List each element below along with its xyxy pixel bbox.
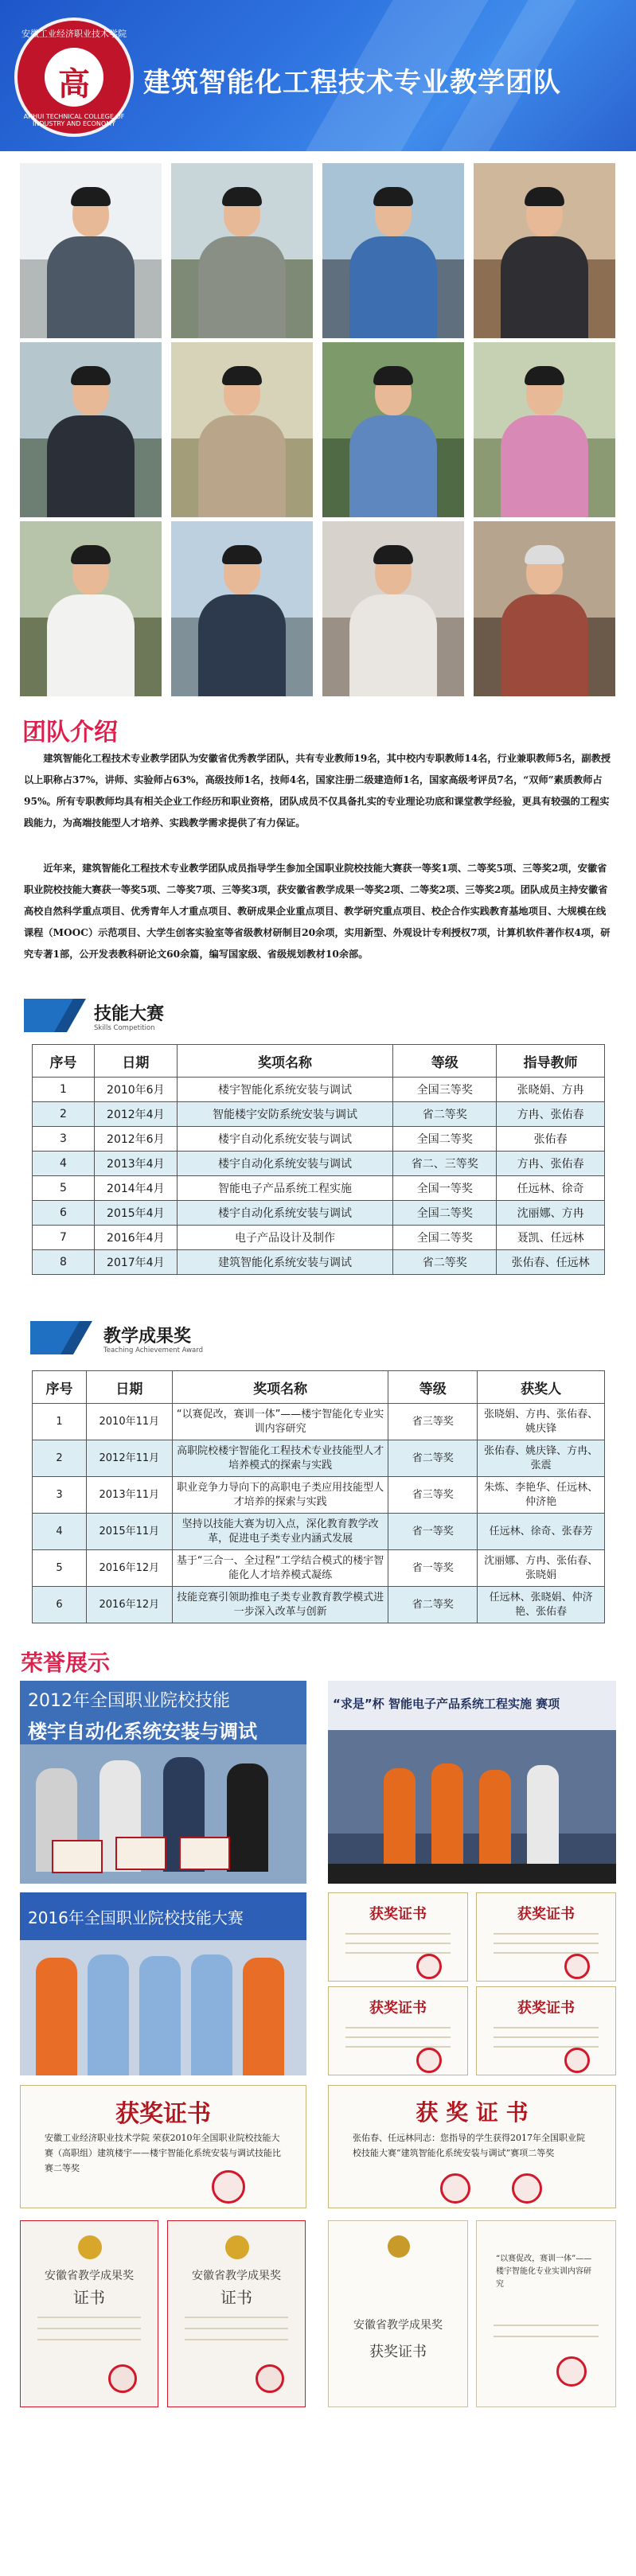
team-member-photo: [171, 163, 313, 338]
certificate-title: 获奖证书: [369, 1906, 427, 1923]
table-cell: 职业竞争力导向下的高职电子类应用技能型人才培养的探索与实践: [172, 1477, 388, 1514]
table-cell: 朱炼、李艳华、任远林、仲济艳: [478, 1477, 605, 1514]
logo-glyph: 高: [58, 66, 90, 103]
school-logo: [14, 18, 134, 137]
table-cell: 聂凯、任远林: [497, 1226, 605, 1250]
table-cell: 张晓娟、方冉: [497, 1078, 605, 1102]
team-member-photo: [171, 521, 313, 696]
table-header-row: [33, 1371, 605, 1404]
table-row: [33, 1587, 605, 1623]
table-row: [33, 1102, 605, 1127]
table-row: [33, 1514, 605, 1550]
table-cell: 全国三等奖: [393, 1078, 497, 1102]
certificate-title: 获奖证书: [369, 2000, 427, 2017]
logo-ring-text: 安徽工业经济职业技术学院: [21, 29, 127, 39]
award-photo-2012: [20, 1681, 306, 1884]
teaching-title: 教学成果奖: [103, 1327, 192, 1346]
table-cell: 任远林、张晓娟、仲济艳、张佑春: [478, 1587, 605, 1623]
table-cell: 7: [33, 1226, 95, 1250]
team-member-photo: [322, 163, 464, 338]
team-member-photo: [474, 163, 615, 338]
table-cell: 全国二等奖: [393, 1127, 497, 1152]
table-cell: 方冉、张佑春: [497, 1102, 605, 1127]
logo-bottom-text: ANHUI TECHNICAL COLLEGE OF INDUSTRY AND ECONOMY: [23, 113, 125, 127]
table-row: [33, 1477, 605, 1514]
table-header-row: [33, 1045, 605, 1078]
teaching-table: [32, 1370, 605, 1623]
event-banner-text: “求是”杯 智能电子产品系统工程实施 赛项: [333, 1697, 560, 1711]
table-cell: 1: [33, 1404, 87, 1440]
table-cell: 2012年11月: [86, 1440, 172, 1477]
table-cell: 智能电子产品系统工程实施: [177, 1176, 393, 1201]
table-row: [33, 1176, 605, 1201]
award-photo-2016: [20, 1892, 306, 2075]
column-header: 日期: [94, 1045, 177, 1078]
table-cell: 6: [33, 1201, 95, 1226]
table-cell: 全国二等奖: [393, 1226, 497, 1250]
table-cell: 2015年11月: [86, 1514, 172, 1550]
teaching-subtitle: Teaching Achievement Award: [103, 1346, 203, 1354]
certificate-small: [328, 1892, 468, 1982]
skills-title: 技能大赛: [94, 1004, 165, 1024]
table-row: [33, 1250, 605, 1275]
table-cell: 8: [33, 1250, 95, 1275]
table-row: [33, 1152, 605, 1176]
event-banner-text: 2012年全国职业院校技能: [28, 1691, 230, 1711]
table-cell: 楼宇自动化系统安装与调试: [177, 1201, 393, 1226]
team-member-photo: [20, 342, 162, 517]
table-cell: 张晓娟、方冉、张佑春、姚庆锋: [478, 1404, 605, 1440]
table-cell: 省二等奖: [388, 1587, 478, 1623]
award-photo-qiushi: [328, 1681, 616, 1884]
table-cell: 任远林、徐奇、张春芳: [478, 1514, 605, 1550]
table-cell: 高职院校楼宇智能化工程技术专业技能型人才培养模式的探索与实践: [172, 1440, 388, 1477]
team-member-photo: [474, 521, 615, 696]
team-member-photo: [322, 521, 464, 696]
table-cell: 沈丽娜、方冉、张佑春、张晓娟: [478, 1550, 605, 1587]
intro-paragraph-1: 建筑智能化工程技术专业教学团队为安徽省优秀教学团队，共有专业教师19名，其中校内专职教师14名，行业兼职教师5名，副教授以上职称占37%，讲师、实验师占63%，高级技师1名，技师4名，国家注册二级建造师1名，国家高级考评员7名，“双师”素质教师占95%。所有专职教师均具有相关企业工作经历和职业资格，团队成员不仅具备扎实的专业理论功底和课堂教学经验，更具有较强的工程实践能力，为高端技能型人才培养、实践教学需求提供了有力保证。: [24, 753, 611, 828]
table-cell: 3: [33, 1477, 87, 1514]
column-header: 等级: [388, 1371, 478, 1404]
table-cell: 4: [33, 1152, 95, 1176]
table-cell: 1: [33, 1078, 95, 1102]
table-cell: 2016年12月: [86, 1550, 172, 1587]
certificate-title: 获奖证书: [115, 2100, 211, 2128]
table-cell: 方冉、张佑春: [497, 1152, 605, 1176]
section-title-intro: 团队介绍: [22, 719, 118, 746]
certificate-body: 张佑春、任远林同志：您指导的学生获得2017年全国职业院校技能大赛“建筑智能化系统安装与调试”赛项二等奖: [353, 2133, 585, 2158]
table-cell: 省二等奖: [388, 1440, 478, 1477]
certificate-large: [20, 2085, 306, 2208]
table-cell: 5: [33, 1550, 87, 1587]
logo-emblem: [45, 48, 103, 107]
table-cell: 省二等奖: [393, 1102, 497, 1127]
table-row: [33, 1127, 605, 1152]
table-cell: 电子产品设计及制作: [177, 1226, 393, 1250]
table-cell: 4: [33, 1514, 87, 1550]
column-header: 奖项名称: [177, 1045, 393, 1078]
table-cell: 省三等奖: [388, 1404, 478, 1440]
table-cell: 2013年11月: [86, 1477, 172, 1514]
table-cell: 全国二等奖: [393, 1201, 497, 1226]
certificate-small: [328, 1986, 468, 2075]
table-cell: 建筑智能化系统安装与调试: [177, 1250, 393, 1275]
table-cell: 2010年11月: [86, 1404, 172, 1440]
column-header: 序号: [33, 1045, 95, 1078]
certificate-title: 获 奖 证 书: [416, 2099, 529, 2126]
table-cell: 2015年4月: [94, 1201, 177, 1226]
award-label: 安徽省教学成果奖: [353, 2319, 443, 2332]
table-cell: 5: [33, 1176, 95, 1201]
teaching-award-certificate: [167, 2220, 306, 2407]
table-row: [33, 1201, 605, 1226]
table-row: [33, 1404, 605, 1440]
award-label: 安徽省教学成果奖: [192, 2270, 281, 2282]
award-cert-title: 证书: [220, 2288, 252, 2307]
team-member-photo: [171, 342, 313, 517]
table-cell: 2012年6月: [94, 1127, 177, 1152]
table-row: [33, 1078, 605, 1102]
event-banner-text: 楼宇自动化系统安装与调试: [28, 1721, 257, 1743]
certificate-title: 获奖证书: [517, 1906, 575, 1923]
page-title: 建筑智能化工程技术专业教学团队: [143, 67, 561, 99]
certificate-large: [328, 2085, 616, 2208]
table-cell: 楼宇自动化系统安装与调试: [177, 1127, 393, 1152]
table-row: [33, 1550, 605, 1587]
column-header: 指导教师: [497, 1045, 605, 1078]
award-label: 安徽省教学成果奖: [45, 2270, 134, 2282]
event-banner-text: 2016年全国职业院校技能大赛: [28, 1908, 244, 1927]
table-cell: 省二、三等奖: [393, 1152, 497, 1176]
teaching-award-certificate: [328, 2220, 468, 2407]
table-cell: “以赛促改，赛训一体”——楼宇智能化专业实训内容研究: [172, 1404, 388, 1440]
award-cert-title: 证书: [73, 2288, 105, 2307]
certificate-body: “以赛促改，赛训一体”——楼宇智能化专业实训内容研究: [496, 2254, 592, 2289]
table-cell: 2013年4月: [94, 1152, 177, 1176]
table-cell: 2010年6月: [94, 1078, 177, 1102]
table-cell: 沈丽娜、方冉: [497, 1201, 605, 1226]
table-row: [33, 1440, 605, 1477]
skills-banner: [24, 999, 613, 1037]
table-cell: 基于“三合一、全过程”工学结合模式的楼宇智能化人才培养模式凝练: [172, 1550, 388, 1587]
table-cell: 2016年12月: [86, 1587, 172, 1623]
table-cell: 张佑春: [497, 1127, 605, 1152]
table-cell: 省二等奖: [393, 1250, 497, 1275]
table-row: [33, 1226, 605, 1250]
table-cell: 省一等奖: [388, 1514, 478, 1550]
table-cell: 3: [33, 1127, 95, 1152]
column-header: 等级: [393, 1045, 497, 1078]
teaching-award-certificate: [20, 2220, 158, 2407]
table-cell: 楼宇智能化系统安装与调试: [177, 1078, 393, 1102]
table-cell: 6: [33, 1587, 87, 1623]
certificate-body: 安徽工业经济职业技术学院 荣获2010年全国职业院校技能大赛（高职组）建筑楼宇——楼宇智能化系统安装与调试技能比赛二等奖: [45, 2133, 281, 2173]
team-member-photo: [322, 342, 464, 517]
table-cell: 技能竞赛引领助推电子类专业教育教学模式进一步深入改革与创新: [172, 1587, 388, 1623]
teaching-award-certificate: [476, 2220, 616, 2407]
page-header: [0, 0, 636, 151]
column-header: 日期: [86, 1371, 172, 1404]
team-member-photo: [20, 163, 162, 338]
column-header: 获奖人: [478, 1371, 605, 1404]
table-cell: 2014年4月: [94, 1176, 177, 1201]
table-cell: 张佑春、任远林: [497, 1250, 605, 1275]
table-cell: 省三等奖: [388, 1477, 478, 1514]
team-member-photo: [474, 342, 615, 517]
certificate-small: [476, 1986, 616, 2075]
table-cell: 坚持以技能大赛为切入点，深化教育教学改革，促进电子类专业内涵式发展: [172, 1514, 388, 1550]
table-cell: 智能楼宇安防系统安装与调试: [177, 1102, 393, 1127]
award-cert-title: 获奖证书: [369, 2344, 427, 2360]
table-cell: 2017年4月: [94, 1250, 177, 1275]
intro-paragraph-2: 近年来，建筑智能化工程技术专业教学团队成员指导学生参加全国职业院校技能大赛获一等奖1项、二等奖5项、三等奖2项，安徽省职业院校技能大赛获一等奖5项、二等奖7项、三等奖3项，获安徽省教学成果一等奖2项、二等奖2项、三等奖2项。团队成员主持安徽省高校自然科学重点项目、优秀青年人才重点项目、教研成果企业重点项目、教学研究重点项目、校企合作实践教育基地项目、大规模在线课程（MOOC）示范项目、大学生创客实验室等省级教材研制目20余项，实用新型、外观设计专利授权7项，计算机软件著作权4项，研究专著1部，公开发表教科研论文60余篇，编写国家级、省级规划教材10余部。: [24, 863, 611, 960]
teaching-banner: [24, 1321, 613, 1359]
skills-table: [32, 1044, 605, 1275]
team-member-photo: [20, 521, 162, 696]
table-cell: 张佑春、姚庆锋、方冉、张震: [478, 1440, 605, 1477]
column-header: 序号: [33, 1371, 87, 1404]
section-title-honors: 荣誉展示: [21, 1650, 111, 1676]
table-cell: 2016年4月: [94, 1226, 177, 1250]
table-cell: 2: [33, 1440, 87, 1477]
certificate-title: 获奖证书: [517, 2000, 575, 2017]
skills-subtitle: Skills Competition: [94, 1024, 155, 1032]
table-cell: 全国一等奖: [393, 1176, 497, 1201]
table-cell: 2012年4月: [94, 1102, 177, 1127]
table-cell: 2: [33, 1102, 95, 1127]
table-cell: 楼宇自动化系统安装与调试: [177, 1152, 393, 1176]
column-header: 奖项名称: [172, 1371, 388, 1404]
table-cell: 省一等奖: [388, 1550, 478, 1587]
table-cell: 任远林、徐奇: [497, 1176, 605, 1201]
certificate-small: [476, 1892, 616, 1982]
